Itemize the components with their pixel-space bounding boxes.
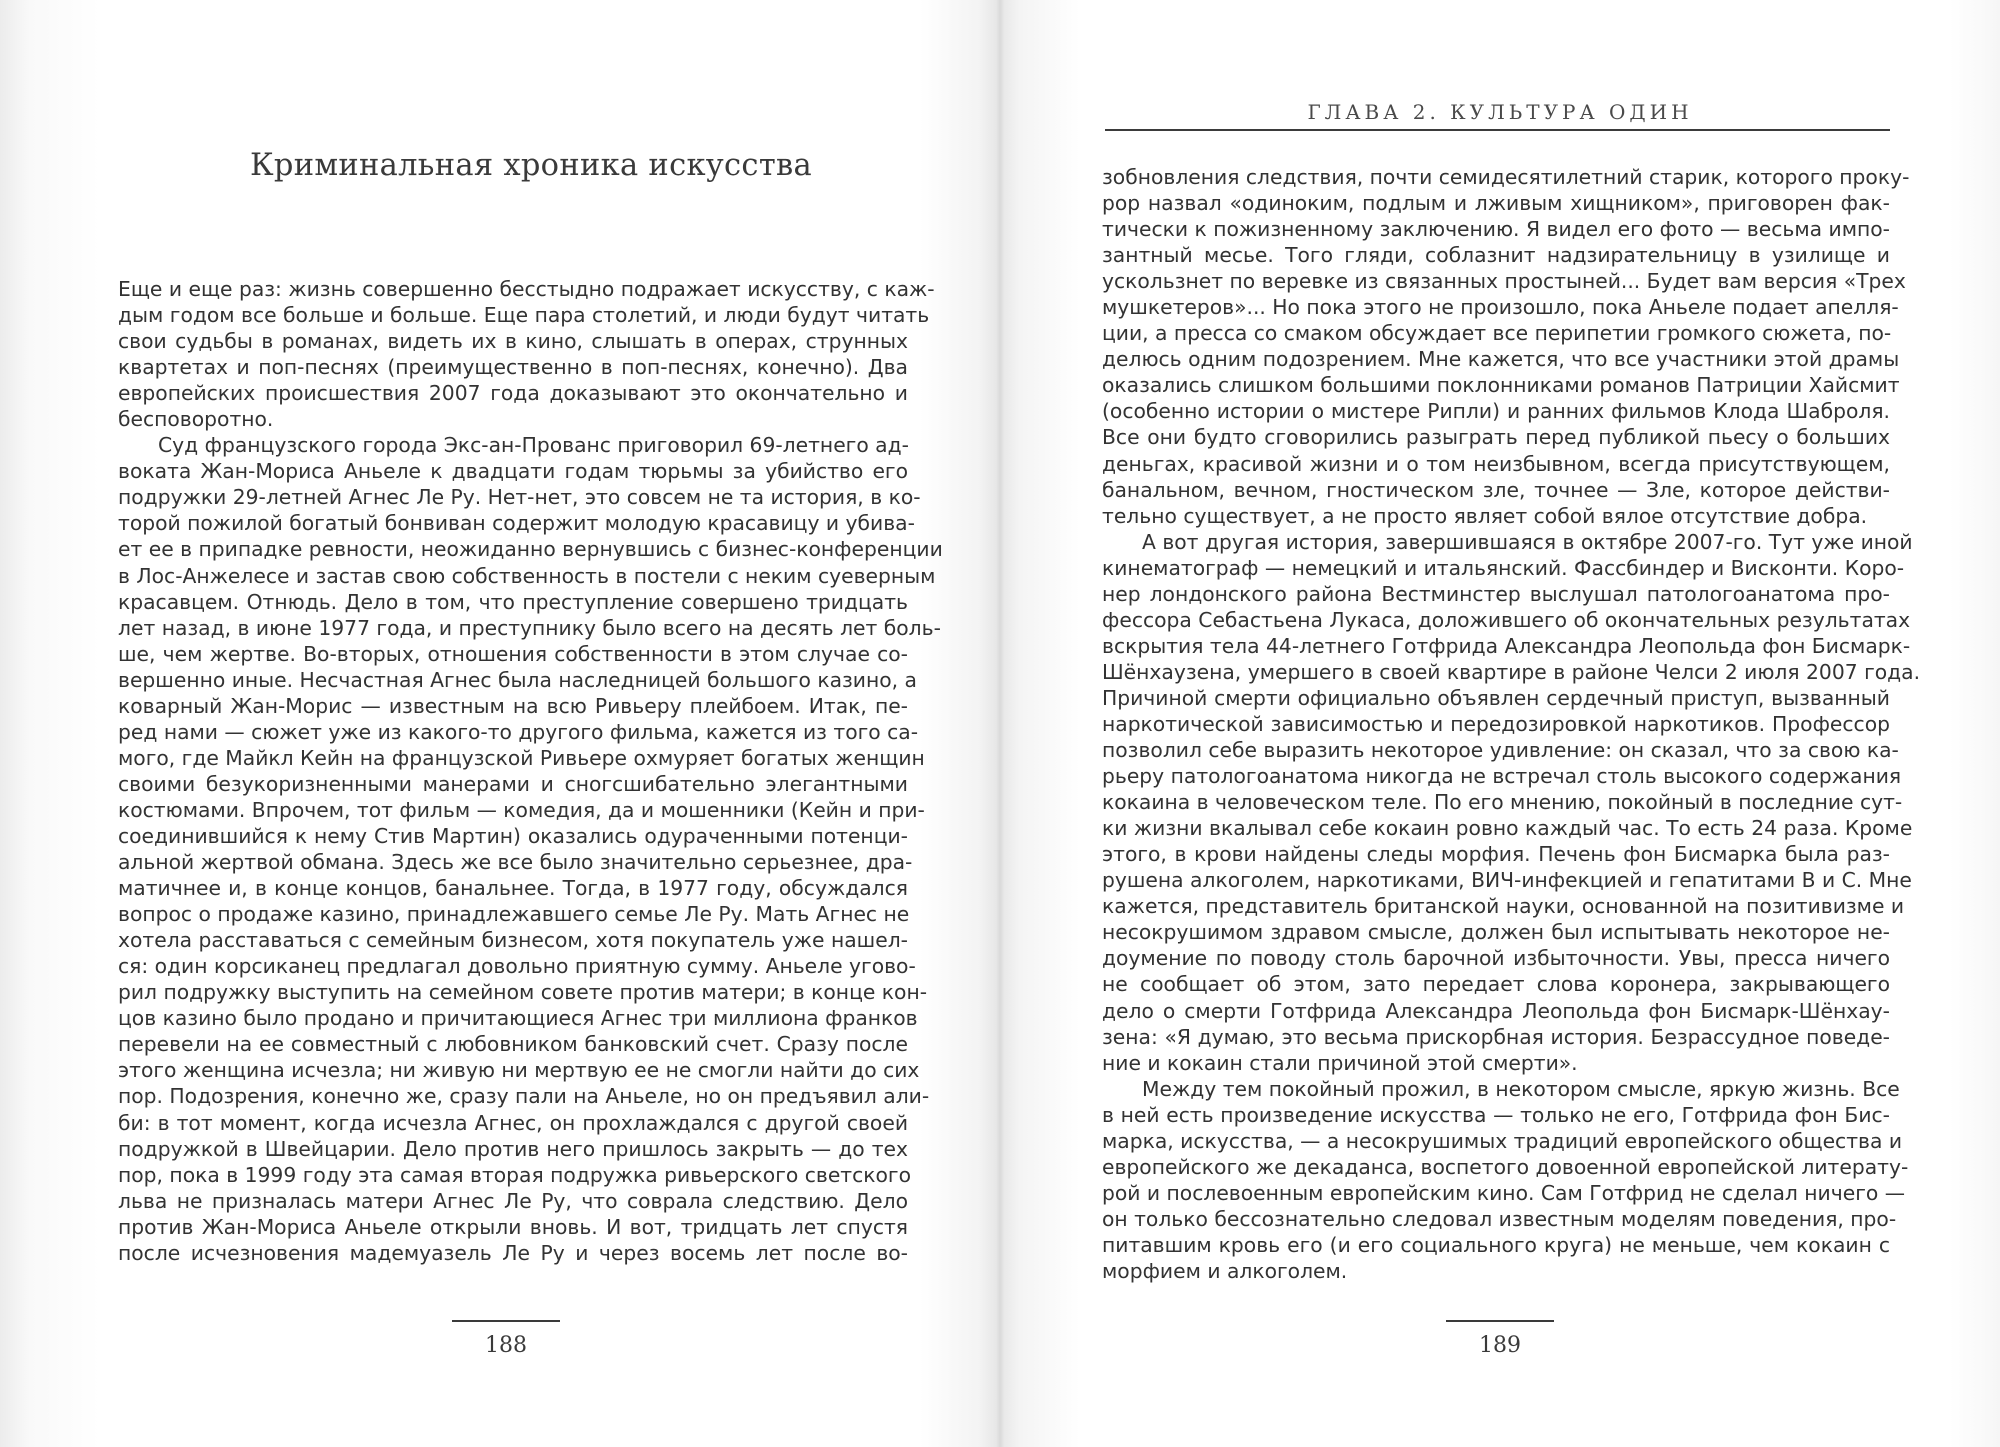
text-line: Суд французского города Экс-ан-Прованс приговорил 69-летнего ад- xyxy=(158,433,909,458)
text-line: после исчезновения мадемуазель Ле Ру и через восемь лет после во- xyxy=(118,1240,908,1265)
text-line: пор, пока в 1999 году эта самая вторая подружка ривьерского светского xyxy=(118,1162,911,1187)
text-line: тельно существует, а не просто являет собой вялое отсутствие добра. xyxy=(1102,503,1868,528)
left-page-body xyxy=(118,276,943,1266)
text-line: квартетах и поп-песнях (преимущественно в поп-песнях, конечно). Два xyxy=(118,355,908,380)
page-number-rule xyxy=(1446,1320,1554,1322)
text-line: ки жизни вкалывал себе кокаин ровно каждый час. То есть 24 раза. Кроме xyxy=(1102,816,1913,841)
text-line: банальном, вечном, гностическом зле, точнее — Зле, которое действи- xyxy=(1102,477,1890,502)
text-line: рушена алкоголем, наркотиками, ВИЧ-инфекцией и гепатитами В и С. Мне xyxy=(1102,868,1912,893)
text-line: подружкой в Швейцарии. Дело против него пришлось закрыть — до тех xyxy=(118,1136,908,1161)
page-number: 188 xyxy=(485,1333,527,1358)
text-line: деньгах, красивой жизни и о том неизбывном, всегда присутствующем, xyxy=(1102,451,1890,476)
text-line: мого, где Майкл Кейн на французской Ривьере охмуряет богатых женщин xyxy=(118,745,925,770)
text-line: коварный Жан-Морис — известным на всю Ривьеру плейбоем. Итак, пе- xyxy=(118,693,908,718)
text-line: наркотической зависимостью и передозировкой наркотиков. Профессор xyxy=(1102,711,1890,736)
text-line: соединившийся к нему Стив Мартин) оказались одураченными потенци- xyxy=(118,823,908,848)
section-title: Криминальная хроника искусства xyxy=(250,148,812,183)
text-line: дым годом все больше и больше. Еще пара столетий, и люди будут читать xyxy=(118,303,930,328)
text-line: против Жан-Мориса Аньеле открыли вновь. И вот, тридцать лет спустя xyxy=(118,1214,908,1239)
text-line: матичнее и, в конце концов, банальнее. Тогда, в 1977 году, обсуждался xyxy=(118,876,908,901)
text-line: своими безукоризненными манерами и сногсшибательно элегантными xyxy=(118,771,908,796)
text-line: ше, чем жертве. Во-вторых, отношения собственности в этом случае со- xyxy=(118,641,908,666)
text-line: марка, искусства, — а несокрушимых традиций европейского общества и xyxy=(1102,1128,1903,1153)
text-line: вершенно иные. Несчастная Агнес была наследницей большого казино, а xyxy=(118,667,917,692)
text-line: ускользнет по веревке из связанных простыней... Будет вам версия «Трех xyxy=(1102,269,1906,294)
text-line: питавшим кровь его (и его социального круга) не меньше, чем кокаин с xyxy=(1102,1232,1890,1257)
text-line: костюмами. Впрочем, тот фильм — комедия, да и мошенники (Кейн и при- xyxy=(118,797,925,822)
text-line: би: в тот момент, когда исчезла Агнес, он прохлаждался с другой своей xyxy=(118,1110,908,1135)
text-line: зантный месье. Того гляди, соблазнит надзирательницу в узилище и xyxy=(1102,243,1890,268)
text-line: ет ее в припадке ревности, неожиданно вернувшись с бизнес-конференции xyxy=(118,537,943,562)
text-line: Причиной смерти официально объявлен сердечный приступ, вызванный xyxy=(1102,685,1890,710)
text-line: цов казино было продано и причитающиеся Агнес три миллиона франков xyxy=(118,1006,918,1031)
text-line: мушкетеров»... Но пока этого не произошло, пока Аньеле подает апелля- xyxy=(1102,295,1899,320)
text-line: рил подружку выступить на семейном совете против матери; в конце кон- xyxy=(118,980,928,1005)
text-line: перевели на ее совместный с любовником банковский счет. Сразу после xyxy=(118,1032,908,1057)
text-line: подружки 29-летней Агнес Ле Ру. Нет-нет, это совсем не та история, в ко- xyxy=(118,485,921,510)
text-line: фессора Себастьена Лукаса, доложившего об окончательных результатах xyxy=(1102,607,1911,632)
text-line: несокрушимом здравом смысле, должен был испытывать некоторое не- xyxy=(1102,920,1890,945)
text-line: рор назвал «одиноким, подлым и лживым хищником», приговорен фак- xyxy=(1102,191,1890,216)
text-line: зена: «Я думаю, это весьма прискорбная история. Безрассудное поведе- xyxy=(1102,1024,1890,1049)
text-line: в ней есть произведение искусства — только не его, Готфрида фон Бис- xyxy=(1102,1102,1890,1127)
text-line: рьеру патологоанатома никогда не встречал столь высокого содержания xyxy=(1102,764,1902,789)
text-line: воката Жан-Мориса Аньеле к двадцати годам тюрьмы за убийство его xyxy=(118,459,908,484)
text-line: кинематограф — немецкий и итальянский. Фассбиндер и Висконти. Коро- xyxy=(1102,555,1905,580)
text-line: свои судьбы в романах, видеть их в кино, слышать в операх, струнных xyxy=(118,329,908,354)
text-line: альной жертвой обмана. Здесь же все было значительно серьезнее, дра- xyxy=(118,850,913,875)
text-line: ся: один корсиканец предлагал довольно приятную сумму. Аньеле угово- xyxy=(118,954,916,979)
page-number: 189 xyxy=(1479,1333,1521,1358)
text-line: дело о смерти Готфрида Александра Леопольда фон Бисмарк-Шёнхау- xyxy=(1102,998,1890,1023)
text-line: доумение по поводу столь барочной избыточности. Увы, пресса ничего xyxy=(1102,946,1890,971)
text-line: кажется, представитель британской науки, основанной на позитивизме и xyxy=(1102,894,1905,919)
running-head: ГЛАВА 2. КУЛЬТУРА ОДИН xyxy=(1307,100,1693,124)
page-number-rule xyxy=(452,1320,560,1322)
text-line: А вот другая история, завершившаяся в октябре 2007-го. Тут уже иной xyxy=(1142,529,1913,554)
text-line: европейских происшествия 2007 года доказывают это окончательно и xyxy=(118,381,908,406)
text-line: торой пожилой богатый бонвиван содержит молодую красавицу и убива- xyxy=(118,511,915,536)
text-line: ред нами — сюжет уже из какого-то другого фильма, кажется из того са- xyxy=(118,719,919,744)
text-line: европейского же декаданса, воспетого довоенной европейской литерату- xyxy=(1102,1154,1909,1179)
text-line: зобновления следствия, почти семидесятилетний старик, которого проку- xyxy=(1102,165,1910,189)
book-gutter xyxy=(996,0,1004,1447)
text-line: нер лондонского района Вестминстер выслушал патологоанатома про- xyxy=(1102,581,1890,606)
text-line: ции, а пресса со смаком обсуждает все перипетии громкого сюжета, по- xyxy=(1102,321,1892,346)
text-line: делюсь одним подозрением. Мне кажется, что все участники этой драмы xyxy=(1102,347,1900,372)
text-line: пор. Подозрения, конечно же, сразу пали на Аньеле, но он предъявил али- xyxy=(118,1084,930,1109)
text-line: этого, в крови найдены следы морфия. Печень фон Бисмарка была раз- xyxy=(1102,842,1890,867)
text-line: ние и кокаин стали причиной этой смерти». xyxy=(1102,1050,1578,1075)
text-line: Между тем покойный прожил, в некотором смысле, яркую жизнь. Все xyxy=(1142,1076,1900,1101)
text-line: бесповоротно. xyxy=(118,407,274,432)
right-page-body xyxy=(1102,164,1921,1284)
text-line: Еще и еще раз: жизнь совершенно бесстыдно подражает искусству, с каж- xyxy=(118,277,935,301)
text-line: красавцем. Отнюдь. Дело в том, что преступление совершено тридцать xyxy=(118,589,908,614)
text-line: оказались слишком большими поклонниками романов Патриции Хайсмит xyxy=(1102,373,1900,398)
text-line: не сообщает об этом, зато передает слова коронера, закрывающего xyxy=(1102,972,1890,997)
text-line: льва не призналась матери Агнес Ле Ру, что соврала следствию. Дело xyxy=(118,1188,908,1213)
text-line: (особенно истории о мистере Рипли) и ранних фильмов Клода Шаброля. xyxy=(1102,399,1890,424)
text-line: Все они будто сговорились разыграть перед публикой пьесу о больших xyxy=(1102,425,1890,450)
text-line: лет назад, в июне 1977 года, и преступнику было всего на десять лет боль- xyxy=(118,615,941,640)
text-line: он только бессознательно следовал известным моделям поведения, про- xyxy=(1102,1206,1897,1231)
text-line: морфием и алкоголем. xyxy=(1102,1258,1348,1283)
text-line: рой и послевоенным европейским кино. Сам Готфрид не сделал ничего — xyxy=(1102,1180,1905,1205)
text-line: Шёнхаузена, умершего в своей квартире в районе Челси 2 июля 2007 года. xyxy=(1102,659,1921,684)
text-line: вскрытия тела 44-летнего Готфрида Александра Леопольда фон Бисмарк- xyxy=(1102,633,1911,658)
text-line: в Лос-Анжелесе и застав свою собственность в постели с неким суеверным xyxy=(118,563,936,588)
text-line: вопрос о продаже казино, принадлежавшего семье Ле Ру. Мать Агнес не xyxy=(118,902,910,927)
running-head-rule xyxy=(1105,129,1890,131)
text-line: кокаина в человеческом теле. По его мнению, покойный в последние сут- xyxy=(1102,790,1903,815)
text-line: тически к пожизненному заключению. Я видел его фото — весьма импо- xyxy=(1102,217,1890,242)
text-line: хотела расставаться с семейным бизнесом, хотя покупатель уже нашел- xyxy=(118,928,908,953)
text-line: этого женщина исчезла; ни живую ни мертвую ее не смогли найти до сих xyxy=(118,1058,920,1083)
text-line: позволил себе выразить некоторое удивление: он сказал, что за свою ка- xyxy=(1102,738,1899,763)
